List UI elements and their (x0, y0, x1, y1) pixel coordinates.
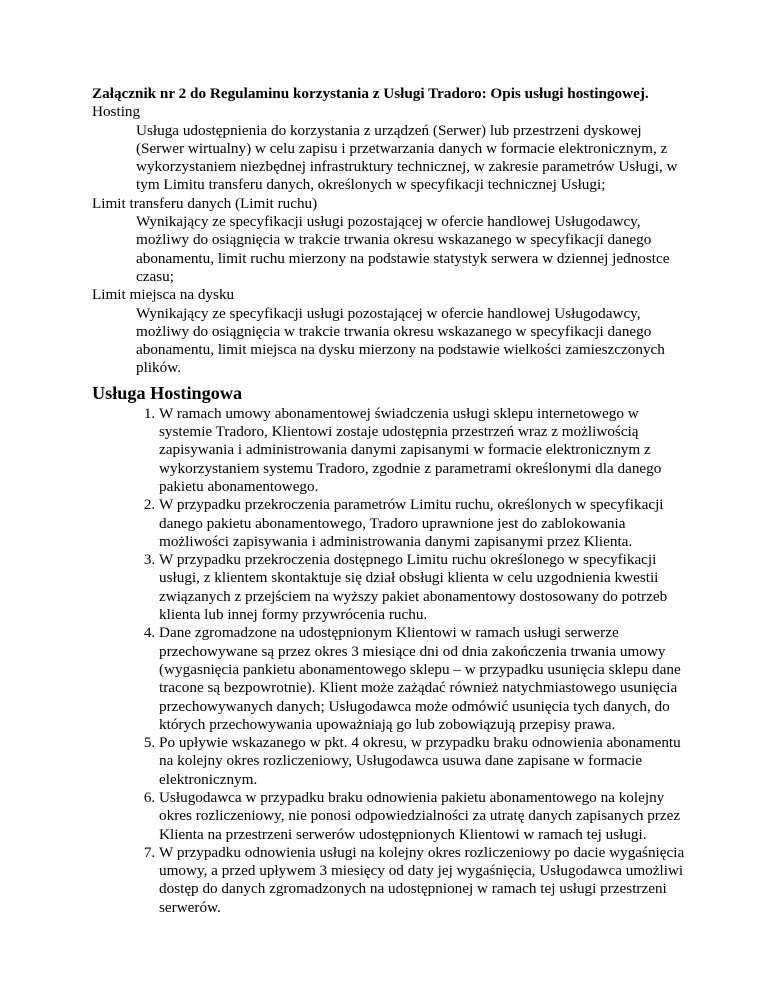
list-item: 7. W przypadku odnowienia usługi na kolejny okres rozliczeniowy po dacie wygaśnięcia umowy, a przed upływem 3 miesięcy od daty jej wygaśnięcia, Usługodawca umożliwi dostęp do danych zgromadzonych na udostępnionej w ramach tej usługi przestrzeni serwerów. (159, 844, 686, 917)
term-hosting: Hosting (92, 103, 141, 121)
list-item: 6. Usługodawca w przypadku braku odnowienia pakietu abonamentowego na kolejny okres rozliczeniowy, nie ponosi odpowiedzialności za utratę danych zapisanych przez Klienta na przestrzeni serwerów udostępnionych Klientowi w ramach tej usługi. (159, 789, 686, 844)
section-heading: Usługa Hostingowa (92, 382, 243, 403)
list-item: 1. W ramach umowy abonamentowej świadczenia usługi sklepu internetowego w systemie Tradoro, Klientowi zostaje udostępnia przestrzeń wraz z możliwością zapisywania i administrowania danymi zapisanymi w formacie elektronicznym z wykorzystaniem systemu Tradoro, zgodnie z parametrami określonymi dla danego pakietu abonamentowego. (159, 405, 686, 496)
list-item: 4. Dane zgromadzone na udostępnionym Klientowi w ramach usługi serwerze przechowywane są przez okres 3 miesiące dni od dnia zakończenia trwania umowy (wygasnięcia pankietu abonamentowego sklepu – w przypadku usunięcia sklepu dane tracone są bezpowrotnie). Klient może zażądać również natychmiastowego usunięcia przechowywanych danych; Usługodawca może odmówić usunięcia tych danych, do których przechowywania upoważniają go lub zobowiązują przepisy prawa. (159, 624, 686, 734)
hosting-terms-list (92, 405, 686, 917)
document-title: Załącznik nr 2 do Regulaminu korzystania z Usługi Tradoro: Opis usługi hostingowej. (92, 85, 649, 102)
term-disk-limit: Limit miejsca na dysku (92, 286, 235, 304)
term-transfer-limit: Limit transferu danych (Limit ruchu) (92, 194, 318, 212)
definition-transfer-limit: Wynikający ze specyfikacji usługi pozostającej w ofercie handlowej Usługodawcy, możliwy do osiągnięcia w trakcie trwania okresu wskazanego w specyfikacji danego abonamentu, limit ruchu mierzony na podstawie statystyk serwera w dziennej jednostce czasu; (136, 213, 670, 285)
list-item: 5. Po upływie wskazanego w pkt. 4 okresu, w przypadku braku odnowienia abonamentu na kolejny okres rozliczeniowy, Usługodawca usuwa dane zapisane w formacie elektronicznym. (159, 734, 686, 789)
list-item: 3. W przypadku przekroczenia dostępnego Limitu ruchu określonego w specyfikacji usługi, z klientem skontaktuje się dział obsługi klienta w celu uzgodnienia kwestii związanych z przejściem na wyższy pakiet abonamentowy dostosowany do potrzeb klienta lub innej formy przywrócenia ruchu. (159, 551, 686, 624)
definition-disk-limit: Wynikający ze specyfikacji usługi pozostającej w ofercie handlowej Usługodawcy, możliwy do osiągnięcia w trakcie trwania okresu wskazanego w specyfikacji danego abonamentu, limit miejsca na dysku mierzony na podstawie wielkości zamieszczonych plików. (136, 304, 665, 377)
definition-hosting: Usługa udostępnienia do korzystania z urządzeń (Serwer) lub przestrzeni dyskowej (Serwer wirtualny) w celu zapisu i przetwarzania danych w formacie elektronicznym, z wykorzystaniem niezbędnej infrastruktury technicznej, w zakresie parametrów Usługi, w tym Limitu transferu danych, określonych w specyfikacji technicznej Usługi; (136, 121, 678, 194)
list-item: 2. W przypadku przekroczenia parametrów Limitu ruchu, określonych w specyfikacji danego pakietu abonamentowego, Tradoro uprawnione jest do zablokowania możliwości zapisywania i administrowania danymi zapisanymi przez Klienta. (159, 496, 686, 551)
document-page (92, 85, 692, 917)
